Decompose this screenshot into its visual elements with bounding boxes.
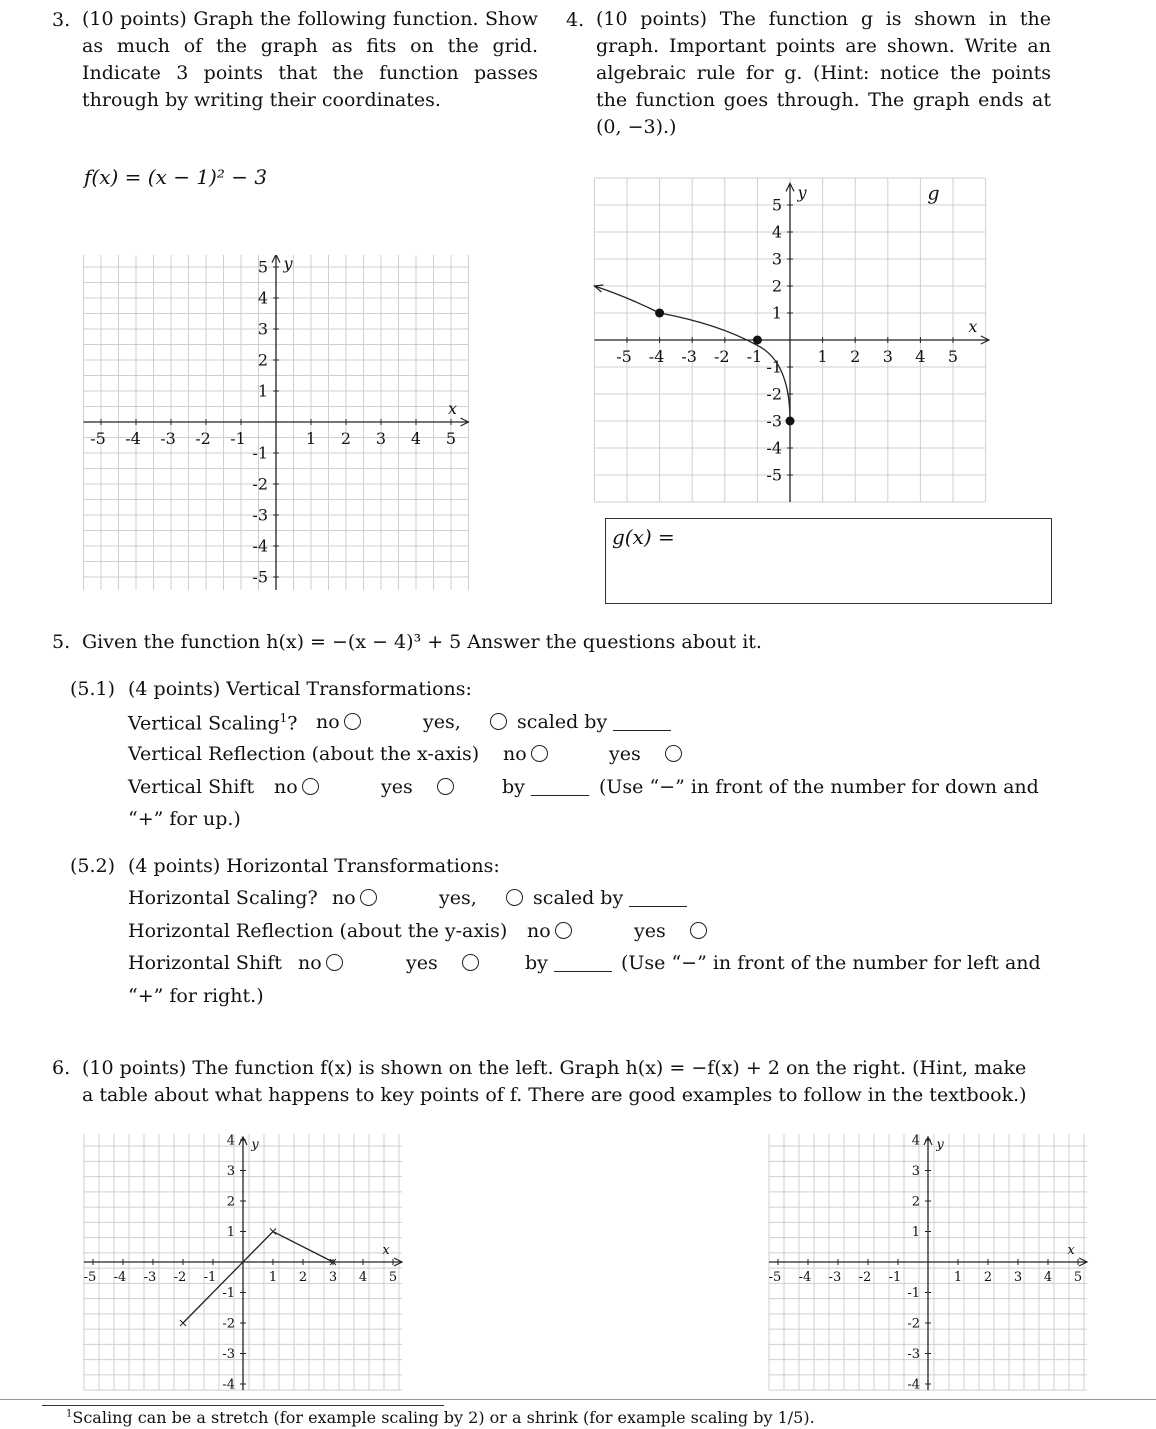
q6-graph-h[interactable] <box>755 1125 1100 1395</box>
y-tick-label: 1 <box>771 303 782 323</box>
y-tick-label: -5 <box>766 465 782 485</box>
v-reflection-yes[interactable] <box>609 743 686 765</box>
x-tick-label: -3 <box>828 1270 842 1285</box>
x-tick-label: 4 <box>915 347 926 366</box>
q3-grid <box>84 255 469 590</box>
q3-text: (10 points) Graph the following function. Show as much of the graph as fits on the grid. Indicate 3 points that the function passes through by writing their coordinates. <box>82 8 538 111</box>
y-tick-label: -5 <box>252 567 268 587</box>
q6-text-a: (10 points) The function f(x) is shown on the left. Graph h(x) = −f(x) + 2 on the right. (Hint, make <box>82 1057 1027 1079</box>
v-reflection-label: Vertical Reflection (about the x-axis) <box>128 743 480 765</box>
h-scaling-no[interactable] <box>332 887 381 909</box>
q4-text: (10 points) The function g is shown in the graph. Important points are shown. Write an algebraic rule for g. (Hint: notice the points the function goes through. The graph ends at (0, −3).) <box>596 8 1051 138</box>
v-shift-no[interactable] <box>274 776 323 798</box>
y-tick-label: 3 <box>226 1164 235 1180</box>
h-scaling-no-radio[interactable] <box>360 889 377 906</box>
x-tick-label: 1 <box>268 1270 278 1285</box>
v-scaling-no-radio[interactable] <box>344 713 361 730</box>
q4-grid <box>594 178 988 502</box>
x-tick-label: -4 <box>798 1270 812 1285</box>
x-tick-label: -1 <box>746 347 763 366</box>
x-tick-label: 3 <box>882 347 893 366</box>
h-shift-blank[interactable] <box>554 953 612 972</box>
g-key-point <box>655 309 664 318</box>
x-tick-label: -5 <box>83 1270 97 1285</box>
footnote-mark: 1 <box>66 1408 73 1420</box>
h-shift-label: Horizontal Shift <box>128 952 282 974</box>
f-point <box>270 1229 276 1235</box>
h-reflection-yes-label: yes <box>634 920 666 942</box>
y-tick-label: -2 <box>766 384 782 404</box>
h-shift-by[interactable] <box>525 952 612 974</box>
v-scaling-scaled[interactable] <box>486 711 671 733</box>
x-tick-label: -1 <box>888 1270 902 1285</box>
x-tick-label: 1 <box>953 1270 963 1285</box>
v-shift-no-radio[interactable] <box>302 778 319 795</box>
h-shift-note-b: “+” for right.) <box>128 985 264 1007</box>
h-reflection-label: Horizontal Reflection (about the y-axis) <box>128 920 508 942</box>
q5-1-title: (4 points) Vertical Transformations: <box>128 678 472 700</box>
x-tick-label: 1 <box>817 347 828 366</box>
y-tick-label: 3 <box>911 1164 920 1180</box>
page-bottom-rule <box>0 1399 1156 1400</box>
q4-number: 4. <box>566 9 585 31</box>
y-tick-label: 4 <box>771 222 782 242</box>
h-scaling-scaled-label: scaled by <box>533 887 624 909</box>
y-tick-label: -3 <box>252 505 268 525</box>
g-curve-label: g <box>927 182 940 205</box>
v-reflection-yes-label: yes <box>609 743 641 765</box>
q5-2-number: (5.2) <box>70 855 116 877</box>
v-scaling-yes[interactable] <box>423 711 461 733</box>
g-answer-label: g(x) = <box>612 525 675 549</box>
v-reflection-no-radio[interactable] <box>531 745 548 762</box>
q5-intro: Given the function h(x) = −(x − 4)³ + 5 Answer the questions about it. <box>82 631 762 653</box>
x-tick-label: 2 <box>850 347 861 366</box>
x-tick-label: 4 <box>1043 1270 1053 1285</box>
y-axis-label: y <box>936 1137 944 1153</box>
y-tick-label: 2 <box>911 1194 920 1210</box>
y-tick-label: 2 <box>771 276 782 296</box>
h-scaling-scaled[interactable] <box>502 887 687 909</box>
h-shift-no[interactable] <box>298 952 347 974</box>
h-shift-note-a: (Use “−” in front of the number for left and <box>621 952 1041 974</box>
v-reflection-yes-radio[interactable] <box>665 745 682 762</box>
x-tick-label: -4 <box>125 429 141 448</box>
v-shift-yes[interactable] <box>381 776 458 798</box>
x-tick-label: -1 <box>203 1270 217 1285</box>
h-shift-no-radio[interactable] <box>326 954 343 971</box>
x-tick-label: -4 <box>648 347 665 366</box>
x-tick-label: 4 <box>410 429 422 448</box>
x-tick-label: 4 <box>358 1270 368 1285</box>
x-tick-label: -2 <box>714 347 730 366</box>
y-tick-label: 3 <box>771 249 782 269</box>
v-shift-by-label: by <box>502 776 525 798</box>
footnote-text: Scaling can be a stretch (for example scaling by 2) or a shrink (for example scaling by 1/5). <box>72 1408 815 1427</box>
q3-grid-graph[interactable] <box>60 255 485 590</box>
x-tick-label: -3 <box>160 429 176 448</box>
q5-1-number: (5.1) <box>70 678 116 700</box>
g-key-point <box>786 417 795 426</box>
y-tick-label: -3 <box>222 1347 235 1363</box>
h-scaling-yes[interactable] <box>439 887 477 909</box>
q3-number: 3. <box>52 9 71 31</box>
v-shift-yes-radio[interactable] <box>437 778 454 795</box>
x-tick-label: -3 <box>143 1270 157 1285</box>
y-tick-label: 4 <box>911 1133 920 1149</box>
v-shift-note-a: (Use “−” in front of the number for down and <box>599 776 1039 798</box>
y-tick-label: -2 <box>907 1316 920 1332</box>
y-tick-label: -2 <box>252 474 268 494</box>
x-tick-label: 3 <box>328 1270 338 1285</box>
x-axis-label: x <box>968 317 978 336</box>
y-tick-label: -3 <box>907 1347 920 1363</box>
v-scaling-q: ? <box>287 712 298 735</box>
v-scaling-blank[interactable] <box>613 712 671 731</box>
x-tick-label: -2 <box>195 429 211 448</box>
g-answer-box[interactable] <box>605 518 1052 604</box>
y-axis-label: y <box>251 1137 259 1153</box>
x-tick-label: 2 <box>298 1270 308 1285</box>
q6-graph-f <box>70 1125 415 1395</box>
x-tick-label: -1 <box>230 429 246 448</box>
x-tick-label: -2 <box>173 1270 187 1285</box>
x-tick-label: 3 <box>375 429 387 448</box>
y-tick-label: 5 <box>257 257 268 277</box>
h-reflection-no-label: no <box>527 920 551 942</box>
y-tick-label: 1 <box>911 1225 920 1241</box>
v-reflection-no-label: no <box>503 743 527 765</box>
v-scaling-no-label: no <box>316 711 340 733</box>
f-point <box>180 1320 186 1326</box>
x-tick-label: 2 <box>983 1270 993 1285</box>
h-shift-yes-radio[interactable] <box>462 954 479 971</box>
y-axis-label: y <box>283 255 293 273</box>
x-tick-label: -3 <box>681 347 697 366</box>
footnote-rule <box>42 1405 444 1406</box>
v-scaling-footnote-mark: 1 <box>279 711 288 725</box>
v-shift-yes-label: yes <box>381 776 413 798</box>
v-shift-note-b: “+” for up.) <box>128 808 241 830</box>
h-scaling-yes-label: yes, <box>439 887 477 909</box>
v-shift-no-label: no <box>274 776 298 798</box>
y-tick-label: -4 <box>252 536 268 556</box>
h-shift-yes-label: yes <box>406 952 438 974</box>
q3-formula: f(x) = (x − 1)² − 3 <box>84 165 268 189</box>
q4-graph <box>580 170 1000 510</box>
q5-number: 5. <box>52 631 71 653</box>
x-tick-label: 5 <box>947 347 959 366</box>
y-tick-label: 1 <box>257 381 268 401</box>
y-axis-label: y <box>797 182 807 202</box>
y-tick-label: -4 <box>907 1377 920 1393</box>
h-shift-by-label: by <box>525 952 548 974</box>
x-tick-label: 3 <box>1013 1270 1023 1285</box>
v-reflection-no[interactable] <box>503 743 552 765</box>
y-tick-label: -3 <box>766 411 782 431</box>
x-axis-label: x <box>382 1243 390 1258</box>
x-axis-label: x <box>447 399 458 418</box>
y-tick-label: 4 <box>226 1133 235 1149</box>
y-tick-label: -1 <box>907 1286 920 1302</box>
y-tick-label: -4 <box>222 1377 235 1393</box>
h-reflection-no[interactable] <box>527 920 576 942</box>
x-axis-label: x <box>1067 1243 1075 1258</box>
g-key-point <box>753 336 762 345</box>
y-tick-label: 2 <box>257 350 268 370</box>
y-tick-label: -4 <box>766 438 782 458</box>
h-shift-yes[interactable] <box>406 952 483 974</box>
v-scaling-yes-radio[interactable] <box>490 713 507 730</box>
y-tick-label: 4 <box>257 288 268 308</box>
v-shift-label: Vertical Shift <box>128 776 255 798</box>
x-tick-label: 5 <box>388 1270 398 1285</box>
x-tick-label: 5 <box>445 429 457 448</box>
q5-2-title: (4 points) Horizontal Transformations: <box>128 855 500 877</box>
v-scaling-yes-label: yes, <box>423 711 461 733</box>
v-shift-by[interactable] <box>502 776 589 798</box>
x-tick-label: -2 <box>858 1270 872 1285</box>
y-tick-label: -1 <box>766 357 782 377</box>
footnote <box>66 1408 815 1427</box>
h-reflection-no-radio[interactable] <box>555 922 572 939</box>
h-reflection-yes-radio[interactable] <box>690 922 707 939</box>
x-tick-label: -4 <box>113 1270 127 1285</box>
y-tick-label: 1 <box>226 1225 235 1241</box>
y-tick-label: -1 <box>252 443 268 463</box>
q6-text-b: a table about what happens to key points of f. There are good examples to follow in the textbook.) <box>82 1084 1027 1106</box>
y-tick-label: -2 <box>222 1316 235 1332</box>
x-tick-label: 2 <box>340 429 352 448</box>
y-tick-label: 3 <box>257 319 268 339</box>
v-shift-blank[interactable] <box>531 777 589 796</box>
v-scaling-label: Vertical Scaling <box>128 712 280 735</box>
y-tick-label: 5 <box>771 195 782 215</box>
q6-grid-left <box>84 1134 402 1393</box>
x-tick-label: -5 <box>616 347 632 366</box>
y-tick-label: 2 <box>226 1194 235 1210</box>
h-reflection-yes[interactable] <box>634 920 711 942</box>
q6-grid-right <box>769 1134 1087 1393</box>
h-scaling-yes-radio[interactable] <box>506 889 523 906</box>
h-scaling-label: Horizontal Scaling? <box>128 887 318 909</box>
x-tick-label: 1 <box>305 429 317 448</box>
x-tick-label: -5 <box>768 1270 782 1285</box>
v-scaling-row <box>128 711 297 734</box>
y-tick-label: -1 <box>222 1286 235 1302</box>
v-scaling-scaled-label: scaled by <box>517 711 608 733</box>
q6-number: 6. <box>52 1057 71 1079</box>
x-tick-label: 5 <box>1073 1270 1083 1285</box>
h-scaling-blank[interactable] <box>629 888 687 907</box>
x-tick-label: -5 <box>90 429 106 448</box>
h-scaling-no-label: no <box>332 887 356 909</box>
v-scaling-no[interactable] <box>316 711 365 733</box>
h-shift-no-label: no <box>298 952 322 974</box>
